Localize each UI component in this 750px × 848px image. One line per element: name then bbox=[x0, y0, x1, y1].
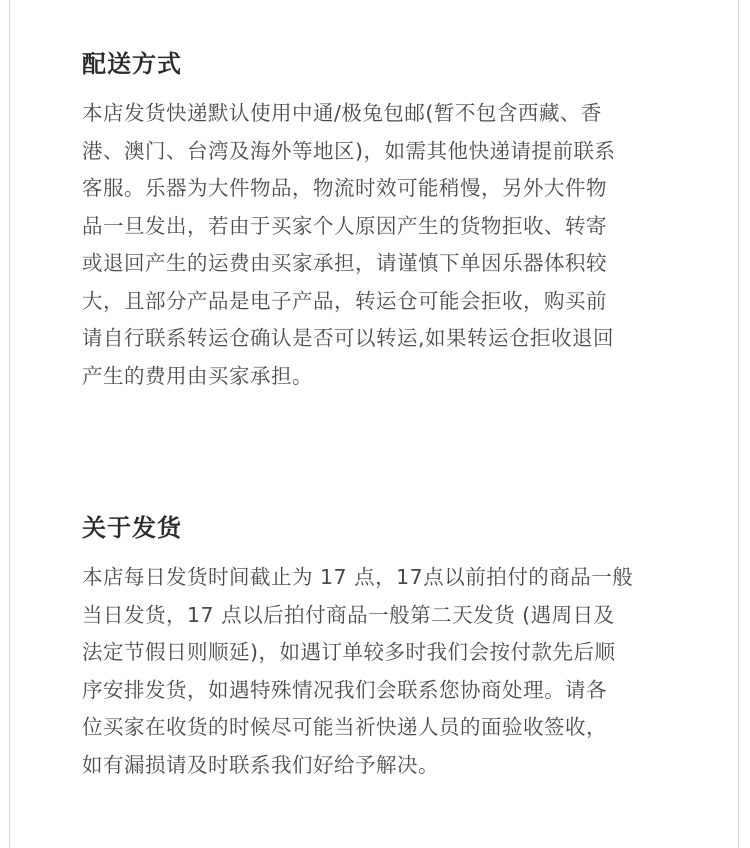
shipping-line: 或退回产生的运费由买家承担，请谨慎下单因乐器体积较 bbox=[82, 251, 607, 275]
shipping-line: 请自行联系转运仓确认是否可以转运,如果转运仓拒收退回 bbox=[82, 326, 615, 350]
shipping-line: 港、澳门、台湾及海外等地区)，如需其他快递请提前联系 bbox=[82, 138, 616, 163]
dispatch-section bbox=[82, 508, 702, 784]
shipping-paragraph bbox=[82, 95, 702, 395]
dispatch-line: 序安排发货，如遇特殊情况我们会联系您协商处理。请各 bbox=[82, 677, 607, 702]
policy-page bbox=[9, 0, 739, 848]
shipping-line: 产生的费用由买家承担。 bbox=[82, 363, 313, 388]
dispatch-line: 当日发货，17 点以后拍付商品一般第二天发货 (遇周日及 bbox=[82, 602, 615, 627]
dispatch-heading: 关于发货 bbox=[82, 514, 182, 542]
dispatch-line: 本店每日发货时间截止为 17 点，17点以前拍付的商品一般 bbox=[82, 565, 634, 589]
shipping-line: 大，且部分产品是电子产品，转运仓可能会拒收，购买前 bbox=[82, 288, 607, 313]
dispatch-line: 如有漏损请及时联系我们好给予解决。 bbox=[82, 752, 439, 777]
shipping-section bbox=[82, 44, 702, 395]
shipping-line: 品一旦发出，若由于买家个人原因产生的货物拒收、转寄 bbox=[82, 213, 607, 238]
shipping-line: 本店发货快递默认使用中通/极兔包邮(暂不包含西藏、香 bbox=[82, 101, 602, 125]
dispatch-line: 位买家在收货的时候尽可能当祈快递人员的面验收签收， bbox=[82, 715, 607, 739]
shipping-heading: 配送方式 bbox=[82, 50, 182, 78]
dispatch-line: 法定节假日则顺延)，如遇订单较多时我们会按付款先后顺 bbox=[82, 640, 616, 664]
shipping-line: 客服。乐器为大件物品，物流时效可能稍慢，另外大件物 bbox=[82, 176, 607, 200]
dispatch-paragraph bbox=[82, 559, 702, 784]
